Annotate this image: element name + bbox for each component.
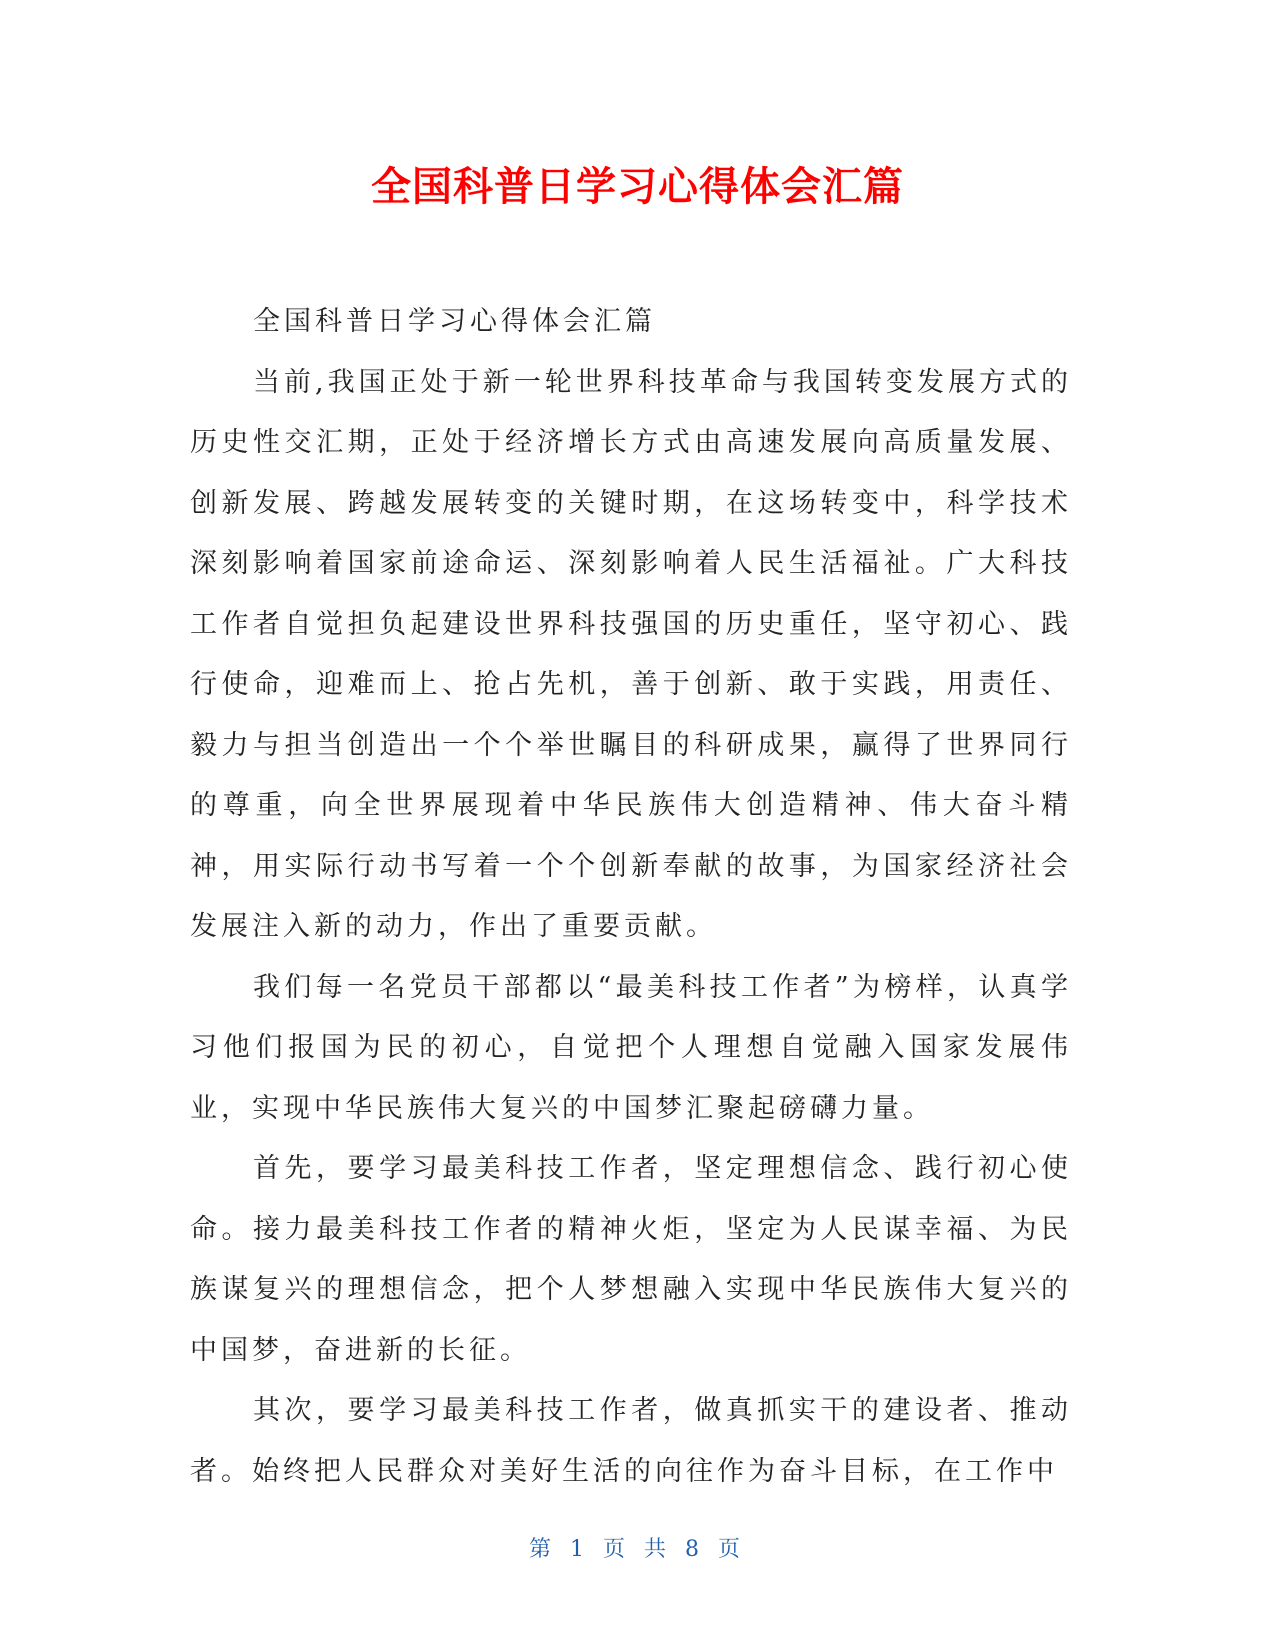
paragraph-subtitle: 全国科普日学习心得体会汇篇 (253, 306, 656, 337)
document-body (190, 292, 1072, 1502)
paragraph-2: 我们每一名党员干部都以“最美科技工作者”为榜样，认真学习他们报国为民的初心，自觉把个人理想自觉融入国家发展伟业，实现中华民族伟大复兴的中国梦汇聚起磅礴力量。 (190, 971, 1072, 1124)
paragraph-4: 其次，要学习最美科技工作者，做真抓实干的建设者、推动者。始终把人民群众对美好生活的向往作为奋斗目标，在工作中 (190, 1395, 1072, 1487)
document-title: 全国科普日学习心得体会汇篇 (371, 164, 904, 210)
page-indicator: 第 1 页 共 8 页 (529, 1537, 746, 1562)
paragraph-3: 首先，要学习最美科技工作者，坚定理想信念、践行初心使命。接力最美科技工作者的精神火炬，坚定为人民谋幸福、为民族谋复兴的理想信念，把个人梦想融入实现中华民族伟大复兴的中国梦，奋进新的长征。 (190, 1153, 1072, 1366)
page-number-footer (0, 1535, 1275, 1565)
paragraph-1: 当前,我国正处于新一轮世界科技革命与我国转变发展方式的历史性交汇期，正处于经济增长方式由高速发展向高质量发展、创新发展、跨越发展转变的关键时期，在这场转变中，科学技术深刻影响着国家前途命运、深刻影响着人民生活福祉。广大科技工作者自觉担负起建设世界科技强国的历史重任，坚守初心、践行使命，迎难而上、抢占先机，善于创新、敢于实践，用责任、毅力与担当创造出一个个举世瞩目的科研成果，赢得了世界同行的尊重，向全世界展现着中华民族伟大创造精神、伟大奋斗精神，用实际行动书写着一个个创新奉献的故事，为国家经济社会发展注入新的动力，作出了重要贡献。 (190, 366, 1072, 942)
